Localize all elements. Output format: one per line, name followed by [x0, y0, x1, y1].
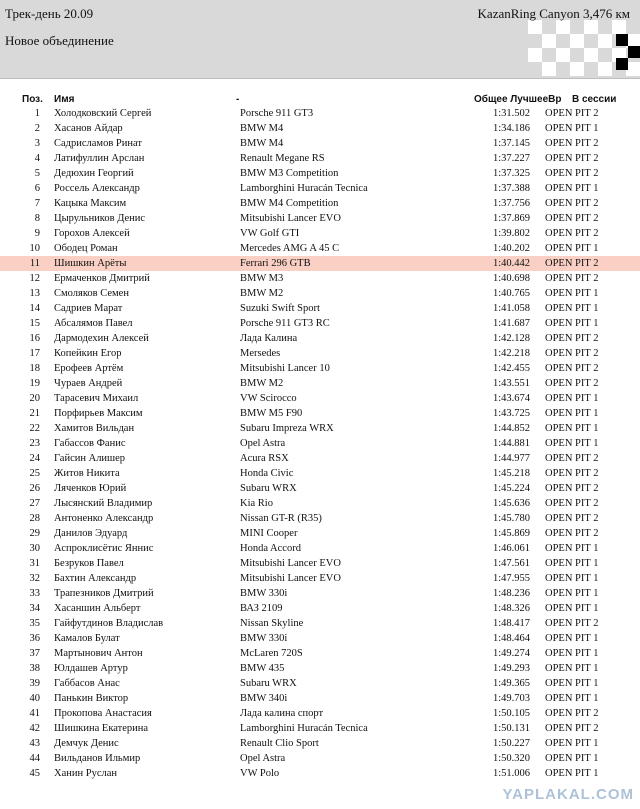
position-cell: 10 [29, 243, 40, 254]
session-cell: OPEN PIT 1 [545, 588, 599, 599]
position-cell: 14 [29, 303, 40, 314]
table-row [0, 121, 640, 136]
position-cell: 34 [29, 603, 40, 614]
best-time-cell: 1:37.756 [492, 198, 530, 209]
position-cell: 32 [29, 573, 40, 584]
best-time-cell: 1:43.725 [492, 408, 530, 419]
best-time-cell: 1:43.551 [492, 378, 530, 389]
best-time-cell: 1:45.780 [492, 513, 530, 524]
session-cell: OPEN PIT 2 [545, 363, 599, 374]
position-cell: 5 [34, 168, 40, 179]
position-cell: 41 [29, 708, 40, 719]
best-time-cell: 1:37.227 [492, 153, 530, 164]
driver-name-cell: Юлдашев Артур [54, 663, 128, 674]
table-row [0, 466, 640, 481]
position-cell: 20 [29, 393, 40, 404]
session-cell: OPEN PIT 1 [545, 603, 599, 614]
table-row [0, 481, 640, 496]
car-cell: Ferrari 296 GTB [240, 258, 311, 269]
position-cell: 35 [29, 618, 40, 629]
driver-name-cell: Ляченков Юрий [54, 483, 127, 494]
driver-name-cell: Гайсин Алишер [54, 453, 126, 464]
driver-name-cell: Прокопова Анастасия [54, 708, 152, 719]
table-row [0, 271, 640, 286]
session-cell: OPEN PIT 1 [545, 303, 599, 314]
best-time-cell: 1:45.869 [492, 528, 530, 539]
table-row [0, 436, 640, 451]
car-cell: Acura RSX [240, 453, 289, 464]
session-cell: OPEN PIT 1 [545, 243, 599, 254]
driver-name-cell: Ханин Руслан [54, 768, 117, 779]
car-cell: Mitsubishi Lancer EVO [240, 573, 341, 584]
driver-name-cell: Чураев Андрей [54, 378, 123, 389]
driver-name-cell: Хасаншин Альберт [54, 603, 141, 614]
session-cell: OPEN PIT 2 [545, 723, 599, 734]
best-time-cell: 1:34.186 [492, 123, 530, 134]
col-time-header: Общее ЛучшееВр [474, 94, 562, 105]
best-time-cell: 1:50.227 [492, 738, 530, 749]
position-cell: 25 [29, 468, 40, 479]
table-row [0, 691, 640, 706]
table-row [0, 136, 640, 151]
driver-name-cell: Латифуллин Арслан [54, 153, 145, 164]
position-cell: 9 [34, 228, 40, 239]
car-cell: Suzuki Swift Sport [240, 303, 320, 314]
best-time-cell: 1:50.131 [492, 723, 530, 734]
car-cell: Opel Astra [240, 753, 286, 764]
table-row [0, 571, 640, 586]
car-cell: VW Scirocco [240, 393, 297, 404]
col-session-header: В сессии [572, 94, 617, 105]
best-time-cell: 1:41.687 [492, 318, 530, 329]
car-cell: ВАЗ 2109 [240, 603, 283, 614]
session-cell: OPEN PIT 1 [545, 543, 599, 554]
col-car-header: - [236, 94, 240, 105]
car-cell: Nissan GT-R (R35) [240, 513, 322, 524]
table-row [0, 706, 640, 721]
session-cell: OPEN PIT 1 [545, 663, 599, 674]
car-cell: Lamborghini Huracán Tecnica [240, 183, 368, 194]
best-time-cell: 1:44.977 [492, 453, 530, 464]
table-row [0, 166, 640, 181]
car-cell: Honda Civic [240, 468, 294, 479]
col-pos-header: Поз. [22, 94, 43, 105]
session-cell: OPEN PIT 1 [545, 183, 599, 194]
best-time-cell: 1:44.852 [492, 423, 530, 434]
position-cell: 43 [29, 738, 40, 749]
table-row [0, 406, 640, 421]
best-time-cell: 1:49.703 [492, 693, 530, 704]
session-cell: OPEN PIT 2 [545, 198, 599, 209]
best-time-cell: 1:45.218 [492, 468, 530, 479]
table-row [0, 526, 640, 541]
session-cell: OPEN PIT 2 [545, 138, 599, 149]
table-row [0, 601, 640, 616]
position-cell: 40 [29, 693, 40, 704]
session-cell: OPEN PIT 1 [545, 423, 599, 434]
position-cell: 6 [34, 183, 40, 194]
position-cell: 8 [34, 213, 40, 224]
best-time-cell: 1:48.417 [492, 618, 530, 629]
best-time-cell: 1:40.202 [492, 243, 530, 254]
best-time-cell: 1:46.061 [492, 543, 530, 554]
driver-name-cell: Вильданов Ильмир [54, 753, 141, 764]
position-cell: 26 [29, 483, 40, 494]
table-row [0, 346, 640, 361]
table-row [0, 661, 640, 676]
car-cell: BMW M2 [240, 378, 284, 389]
driver-name-cell: Ерофеев Артём [54, 363, 124, 374]
table-row [0, 151, 640, 166]
driver-name-cell: Кацыка Максим [54, 198, 127, 209]
session-cell: OPEN PIT 1 [545, 573, 599, 584]
watermark: YAPLAKAL.COM [502, 786, 634, 803]
page-subtitle: Новое объединение [5, 33, 114, 48]
table-row [0, 211, 640, 226]
driver-name-cell: Россель Александр [54, 183, 140, 194]
car-cell: Renault Megane RS [240, 153, 325, 164]
session-cell: OPEN PIT 1 [545, 288, 599, 299]
table-row [0, 631, 640, 646]
position-cell: 39 [29, 678, 40, 689]
car-cell: Honda Accord [240, 543, 301, 554]
page-title: Трек-день 20.09 [5, 6, 94, 21]
header-band [0, 0, 640, 79]
table-row [0, 586, 640, 601]
session-cell: OPEN PIT 2 [545, 528, 599, 539]
session-cell: OPEN PIT 2 [545, 498, 599, 509]
session-cell: OPEN PIT 2 [545, 153, 599, 164]
car-cell: Лада Калина [240, 333, 298, 344]
car-cell: Porsche 911 GT3 RC [240, 318, 330, 329]
driver-name-cell: Копейкин Егор [54, 348, 122, 359]
position-cell: 33 [29, 588, 40, 599]
session-cell: OPEN PIT 1 [545, 753, 599, 764]
table-row [0, 721, 640, 736]
table-row [0, 376, 640, 391]
table-row [0, 646, 640, 661]
car-cell: BMW M3 Competition [240, 168, 339, 179]
best-time-cell: 1:43.674 [492, 393, 530, 404]
car-cell: BMW M4 [240, 123, 284, 134]
best-time-cell: 1:37.145 [492, 138, 530, 149]
driver-name-cell: Тарасевич Михаил [54, 393, 139, 404]
table-row [0, 181, 640, 196]
driver-name-cell: Трапезников Дмитрий [54, 588, 154, 599]
position-cell: 7 [34, 198, 40, 209]
position-cell: 21 [29, 408, 40, 419]
car-cell: BMW 435 [240, 663, 285, 674]
best-time-cell: 1:48.236 [492, 588, 530, 599]
driver-name-cell: Садрисламов Ринат [54, 138, 142, 149]
best-time-cell: 1:42.128 [492, 333, 530, 344]
position-cell: 23 [29, 438, 40, 449]
session-cell: OPEN PIT 2 [545, 258, 599, 269]
car-cell: BMW M4 Competition [240, 198, 339, 209]
table-row [0, 316, 640, 331]
best-time-cell: 1:45.636 [492, 498, 530, 509]
position-cell: 17 [29, 348, 40, 359]
session-cell: OPEN PIT 1 [545, 768, 599, 779]
driver-name-cell: Хамитов Вильдан [54, 423, 135, 434]
car-cell: Mersedes [240, 348, 281, 359]
position-cell: 31 [29, 558, 40, 569]
table-row [0, 736, 640, 751]
car-cell: BMW M5 F90 [240, 408, 303, 419]
car-cell: Mitsubishi Lancer EVO [240, 213, 341, 224]
best-time-cell: 1:42.218 [492, 348, 530, 359]
driver-name-cell: Бахтин Александр [54, 573, 137, 584]
car-cell: BMW M2 [240, 288, 284, 299]
position-cell: 1 [34, 108, 40, 119]
car-cell: BMW 330i [240, 588, 288, 599]
driver-name-cell: Безруков Павел [54, 558, 124, 569]
car-cell: McLaren 720S [240, 648, 303, 659]
session-cell: OPEN PIT 2 [545, 273, 599, 284]
car-cell: Лада калина спорт [240, 708, 324, 719]
driver-name-cell: Мартынович Антон [54, 648, 143, 659]
driver-name-cell: Горохов Алексей [54, 228, 130, 239]
table-row [0, 451, 640, 466]
car-cell: Lamborghini Huracán Tecnica [240, 723, 368, 734]
driver-name-cell: Хасанов Айдар [54, 123, 123, 134]
car-cell: Mitsubishi Lancer EVO [240, 558, 341, 569]
table-row [0, 511, 640, 526]
driver-name-cell: Габбасов Анас [54, 678, 120, 689]
car-cell: Renault Clio Sport [240, 738, 319, 749]
driver-name-cell: Дармодехин Алексей [54, 333, 149, 344]
position-cell: 42 [29, 723, 40, 734]
driver-name-cell: Габассов Фанис [54, 438, 126, 449]
session-cell: OPEN PIT 1 [545, 693, 599, 704]
results-table [0, 106, 640, 781]
table-row [0, 541, 640, 556]
table-row [0, 196, 640, 211]
driver-name-cell: Цырульников Денис [54, 213, 146, 224]
best-time-cell: 1:47.561 [492, 558, 530, 569]
car-cell: Nissan Skyline [240, 618, 304, 629]
best-time-cell: 1:37.388 [492, 183, 530, 194]
position-cell: 22 [29, 423, 40, 434]
session-cell: OPEN PIT 1 [545, 738, 599, 749]
car-cell: VW Polo [240, 768, 280, 779]
position-cell: 13 [29, 288, 40, 299]
position-cell: 30 [29, 543, 40, 554]
best-time-cell: 1:49.365 [492, 678, 530, 689]
best-time-cell: 1:48.326 [492, 603, 530, 614]
car-cell: Subaru Impreza WRX [240, 423, 334, 434]
table-row [0, 616, 640, 631]
car-cell: Mitsubishi Lancer 10 [240, 363, 330, 374]
car-cell: Mercedes AMG A 45 C [240, 243, 340, 254]
driver-name-cell: Демчук Денис [54, 738, 119, 749]
table-row [0, 301, 640, 316]
driver-name-cell: Смоляков Семен [54, 288, 129, 299]
table-row [0, 676, 640, 691]
driver-name-cell: Антоненко Александр [54, 513, 154, 524]
car-cell: BMW 330i [240, 633, 288, 644]
session-cell: OPEN PIT 1 [545, 318, 599, 329]
table-row [0, 256, 640, 271]
best-time-cell: 1:51.006 [492, 768, 530, 779]
best-time-cell: 1:50.320 [492, 753, 530, 764]
session-cell: OPEN PIT 2 [545, 348, 599, 359]
position-cell: 45 [29, 768, 40, 779]
table-row [0, 766, 640, 781]
best-time-cell: 1:47.955 [492, 573, 530, 584]
car-cell: Opel Astra [240, 438, 286, 449]
driver-name-cell: Аспроклисётис Яннис [54, 543, 154, 554]
session-cell: OPEN PIT 1 [545, 123, 599, 134]
session-cell: OPEN PIT 1 [545, 393, 599, 404]
table-row [0, 226, 640, 241]
driver-name-cell: Порфирьев Максим [54, 408, 143, 419]
session-cell: OPEN PIT 2 [545, 378, 599, 389]
car-cell: MINI Cooper [240, 528, 298, 539]
position-cell: 3 [34, 138, 40, 149]
table-row [0, 751, 640, 766]
best-time-cell: 1:40.765 [492, 288, 530, 299]
best-time-cell: 1:49.274 [492, 648, 530, 659]
car-cell: Kia Rio [240, 498, 273, 509]
car-cell: Porsche 911 GT3 [240, 108, 314, 119]
track-name: KazanRing Canyon 3,476 км [477, 6, 630, 21]
best-time-cell: 1:42.455 [492, 363, 530, 374]
table-row [0, 421, 640, 436]
car-cell: VW Golf GTI [240, 228, 300, 239]
position-cell: 16 [29, 333, 40, 344]
position-cell: 19 [29, 378, 40, 389]
position-cell: 15 [29, 318, 40, 329]
table-row [0, 556, 640, 571]
position-cell: 12 [29, 273, 40, 284]
session-cell: OPEN PIT 2 [545, 618, 599, 629]
session-cell: OPEN PIT 2 [545, 333, 599, 344]
position-cell: 11 [29, 258, 40, 269]
position-cell: 29 [29, 528, 40, 539]
driver-name-cell: Холодковский Сергей [54, 108, 152, 119]
best-time-cell: 1:31.502 [492, 108, 530, 119]
driver-name-cell: Садриев Марат [54, 303, 123, 314]
driver-name-cell: Абсалямов Павел [54, 318, 133, 329]
position-cell: 37 [29, 648, 40, 659]
driver-name-cell: Гайфутдинов Владислав [54, 618, 164, 629]
session-cell: OPEN PIT 2 [545, 168, 599, 179]
session-cell: OPEN PIT 1 [545, 678, 599, 689]
driver-name-cell: Житов Никита [54, 468, 120, 479]
best-time-cell: 1:44.881 [492, 438, 530, 449]
best-time-cell: 1:45.224 [492, 483, 530, 494]
position-cell: 24 [29, 453, 40, 464]
best-time-cell: 1:50.105 [492, 708, 530, 719]
position-cell: 18 [29, 363, 40, 374]
session-cell: OPEN PIT 1 [545, 408, 599, 419]
session-cell: OPEN PIT 1 [545, 633, 599, 644]
session-cell: OPEN PIT 1 [545, 558, 599, 569]
session-cell: OPEN PIT 2 [545, 228, 599, 239]
session-cell: OPEN PIT 1 [545, 438, 599, 449]
car-cell: BMW M3 [240, 273, 284, 284]
table-row [0, 331, 640, 346]
position-cell: 4 [34, 153, 40, 164]
driver-name-cell: Шишкин Арёты [54, 258, 127, 269]
session-cell: OPEN PIT 2 [545, 513, 599, 524]
position-cell: 2 [34, 123, 40, 134]
session-cell: OPEN PIT 2 [545, 453, 599, 464]
col-name-header: Имя [54, 94, 75, 105]
driver-name-cell: Шишкина Екатерина [54, 723, 149, 734]
session-cell: OPEN PIT 2 [545, 468, 599, 479]
best-time-cell: 1:40.442 [492, 258, 530, 269]
session-cell: OPEN PIT 2 [545, 213, 599, 224]
driver-name-cell: Камалов Булат [54, 633, 120, 644]
car-cell: Subaru WRX [240, 678, 297, 689]
best-time-cell: 1:41.058 [492, 303, 530, 314]
table-row [0, 361, 640, 376]
position-cell: 36 [29, 633, 40, 644]
best-time-cell: 1:48.464 [492, 633, 530, 644]
position-cell: 28 [29, 513, 40, 524]
driver-name-cell: Ермаченков Дмитрий [54, 273, 150, 284]
session-cell: OPEN PIT 1 [545, 648, 599, 659]
table-row [0, 241, 640, 256]
table-row [0, 391, 640, 406]
position-cell: 44 [29, 753, 40, 764]
session-cell: OPEN PIT 2 [545, 483, 599, 494]
car-cell: BMW 340i [240, 693, 288, 704]
driver-name-cell: Лысянский Владимир [54, 498, 153, 509]
position-cell: 38 [29, 663, 40, 674]
table-row [0, 106, 640, 121]
car-cell: Subaru WRX [240, 483, 297, 494]
table-row [0, 286, 640, 301]
car-cell: BMW M4 [240, 138, 284, 149]
best-time-cell: 1:37.325 [492, 168, 530, 179]
position-cell: 27 [29, 498, 40, 509]
best-time-cell: 1:37.869 [492, 213, 530, 224]
session-cell: OPEN PIT 2 [545, 108, 599, 119]
session-cell: OPEN PIT 2 [545, 708, 599, 719]
driver-name-cell: Панькин Виктор [54, 693, 129, 704]
driver-name-cell: Данилов Эдуард [54, 528, 128, 539]
table-row [0, 496, 640, 511]
best-time-cell: 1:39.802 [492, 228, 530, 239]
best-time-cell: 1:49.293 [492, 663, 530, 674]
driver-name-cell: Ободец Роман [54, 243, 118, 254]
driver-name-cell: Дедюхин Георгий [54, 168, 134, 179]
best-time-cell: 1:40.698 [492, 273, 530, 284]
